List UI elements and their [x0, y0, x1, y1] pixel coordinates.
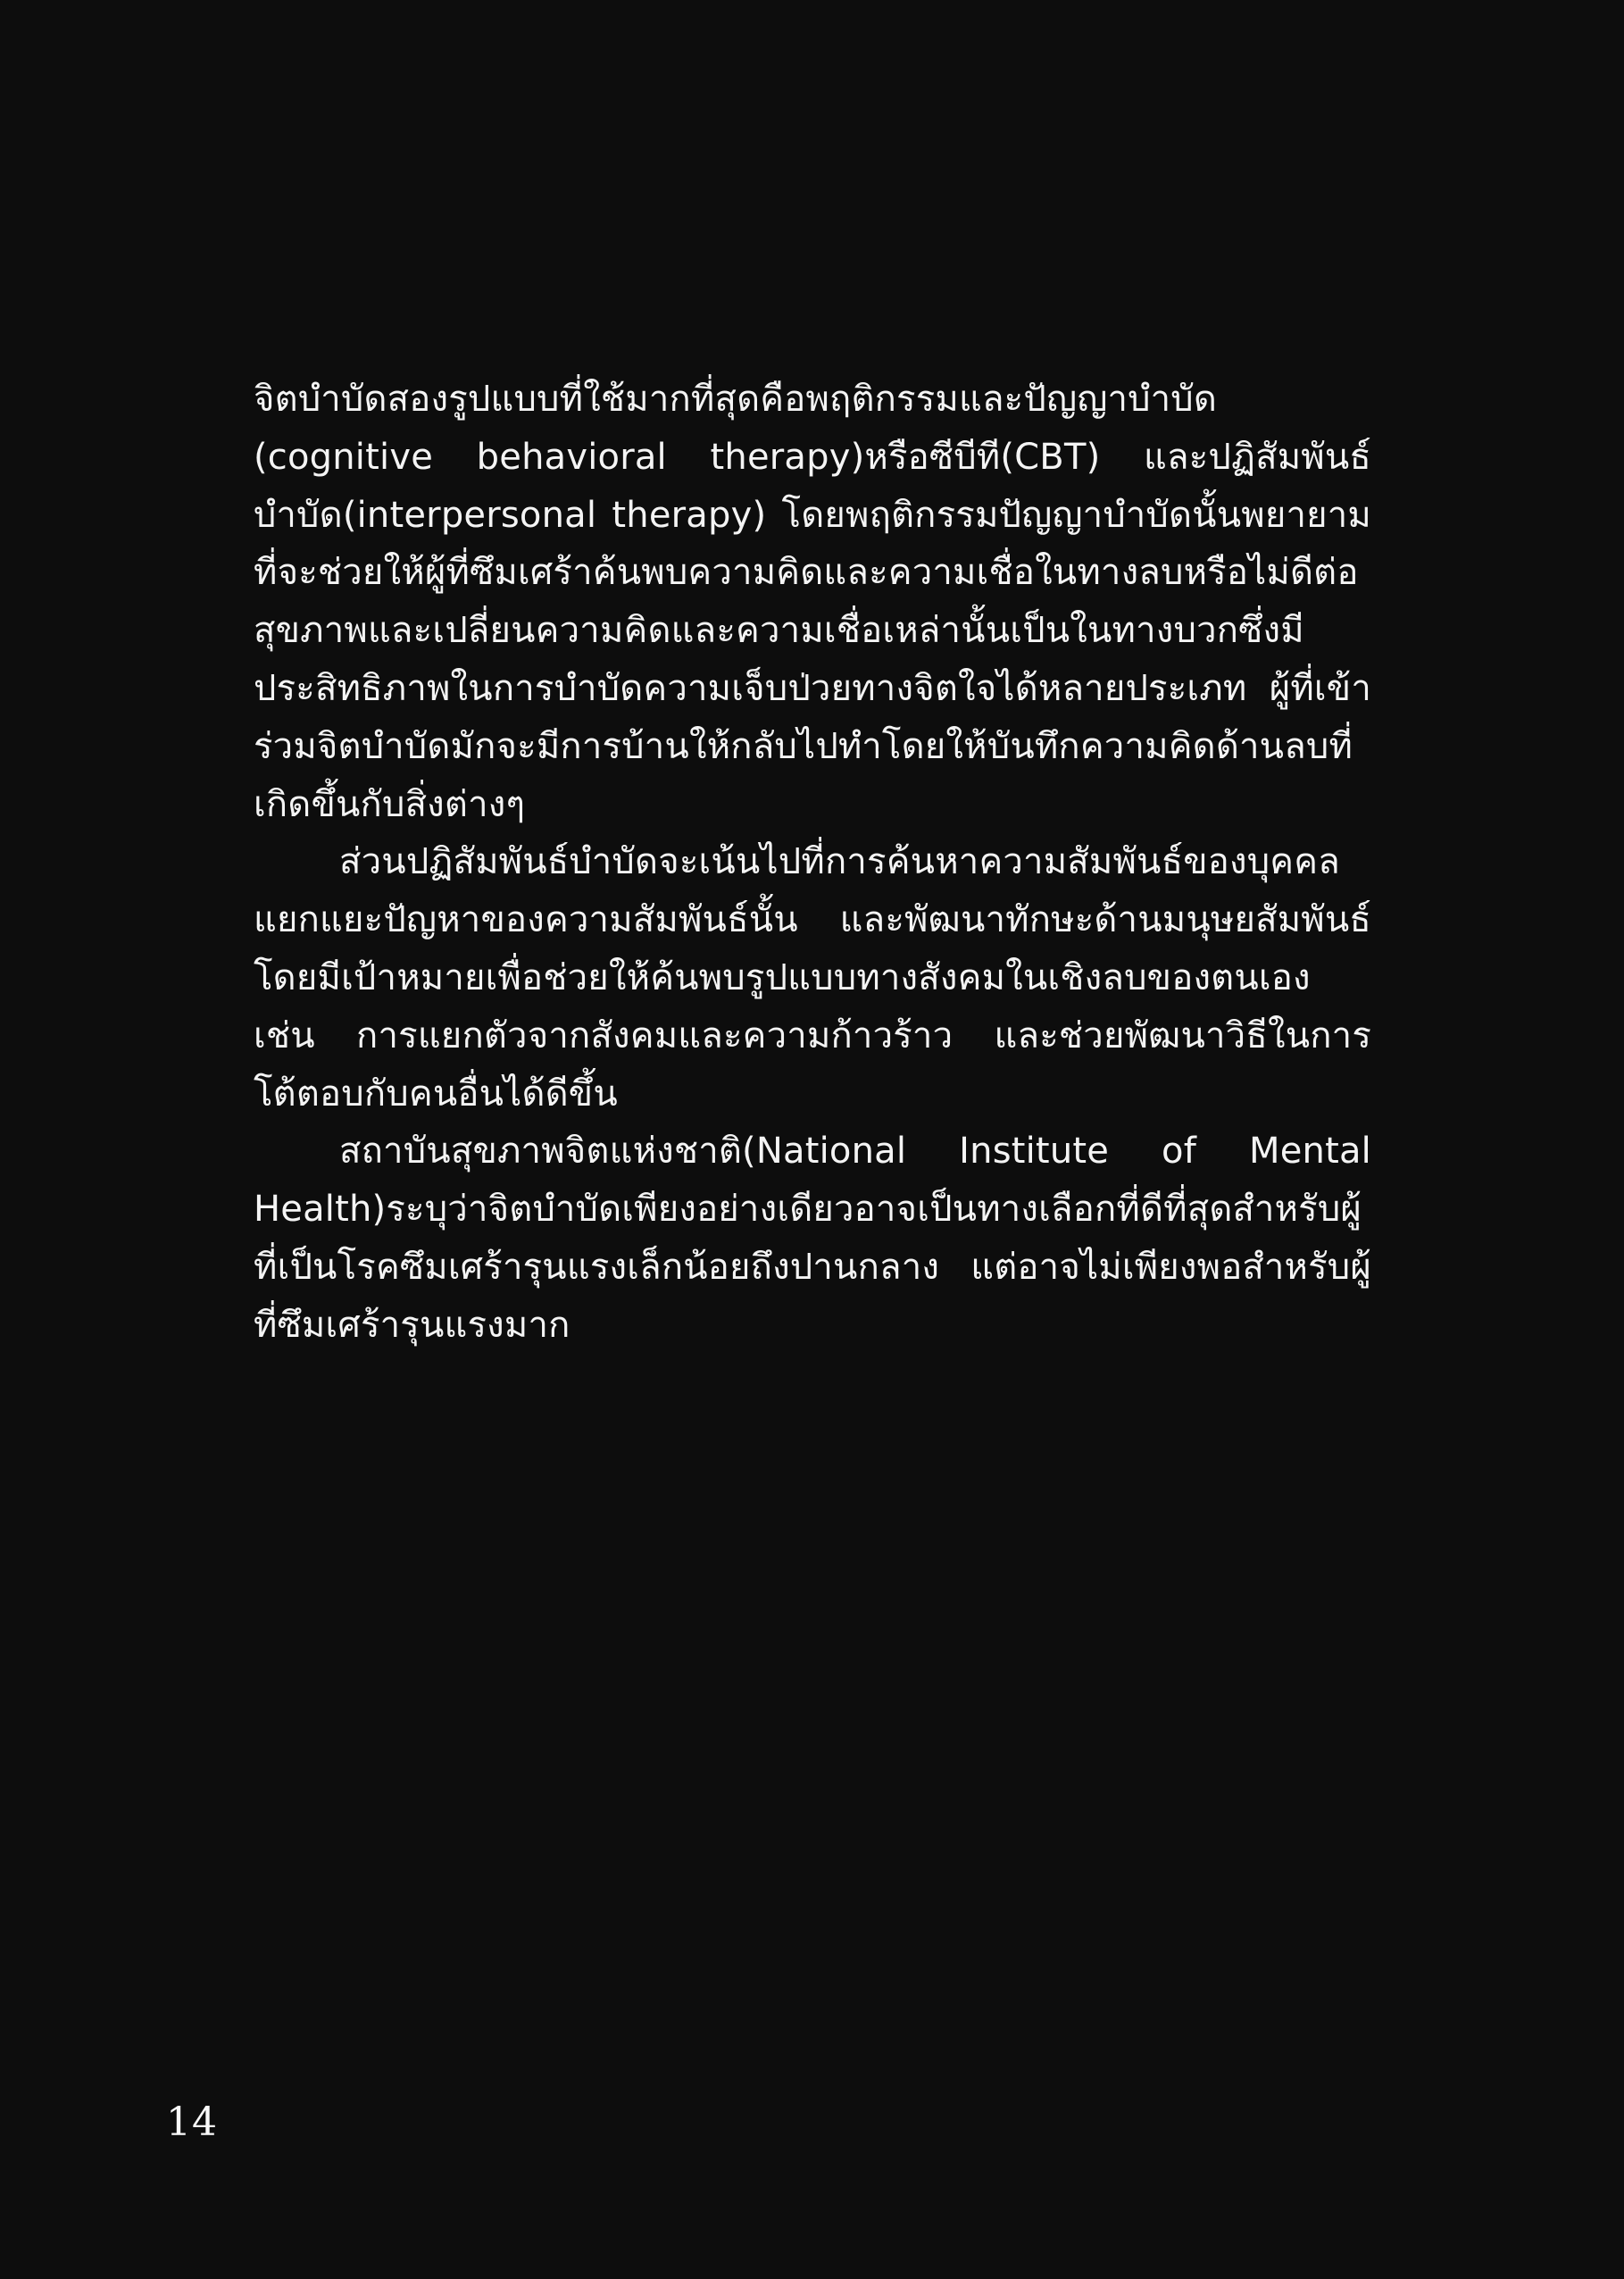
paragraph-3: สถาบันสุขภาพจิตแห่งชาติ(National Institute of Mental Health)ระบุว่าจิตบำบัดเพียงอย่างเดียวอาจเป็นทางเลือกที่ดีที่สุดสำหรับผู้ที่เป็นโรคซึมเศร้ารุนแรงเล็กน้อยถึงปานกลาง แต่อาจไม่เพียงพอสำหรับผู้ที่ซึมเศร้ารุนแรงมาก	[254, 1131, 1371, 1346]
paragraph-2: ส่วนปฏิสัมพันธ์บำบัดจะเน้นไปที่การค้นหาความสัมพันธ์ของบุคคล แยกแยะปัญหาของความสัมพันธ์นั้น และพัฒนาทักษะด้านมนุษยสัมพันธ์ โดยมีเป้าหมายเพื่อช่วยให้ค้นพบรูปแบบทางสังคมในเชิงลบของตนเอง เช่น การแยกตัวจากสังคมและความก้าวร้าว และช่วยพัฒนาวิธีในการโต้ตอบกับคนอื่นได้ดีขึ้น	[254, 841, 1371, 1114]
paragraph-1: จิตบำบัดสองรูปแบบที่ใช้มากที่สุดคือพฤติกรรมและปัญญาบำบัด (cognitive behavioral therapy)หรือซีบีที(CBT) และปฏิสัมพันธ์บำบัด(interpersonal therapy) โดยพฤติกรรมปัญญาบำบัดนั้นพยายามที่จะช่วยให้ผู้ที่ซึมเศร้าค้นพบความคิดและความเชื่อในทางลบหรือไม่ดีต่อสุขภาพและเปลี่ยนความคิดและความเชื่อเหล่านั้นเป็นในทางบวกซึ่งมีประสิทธิภาพในการบำบัดความเจ็บป่วยทางจิตใจได้หลายประเภท ผู้ที่เข้าร่วมจิตบำบัดมักจะมีการบ้านให้กลับไปทำโดยให้บันทึกความคิดด้านลบที่เกิดขึ้นกับสิ่งต่างๆ	[254, 379, 1371, 825]
page-number: 14	[166, 2100, 218, 2145]
body-text-column	[254, 371, 1371, 1355]
